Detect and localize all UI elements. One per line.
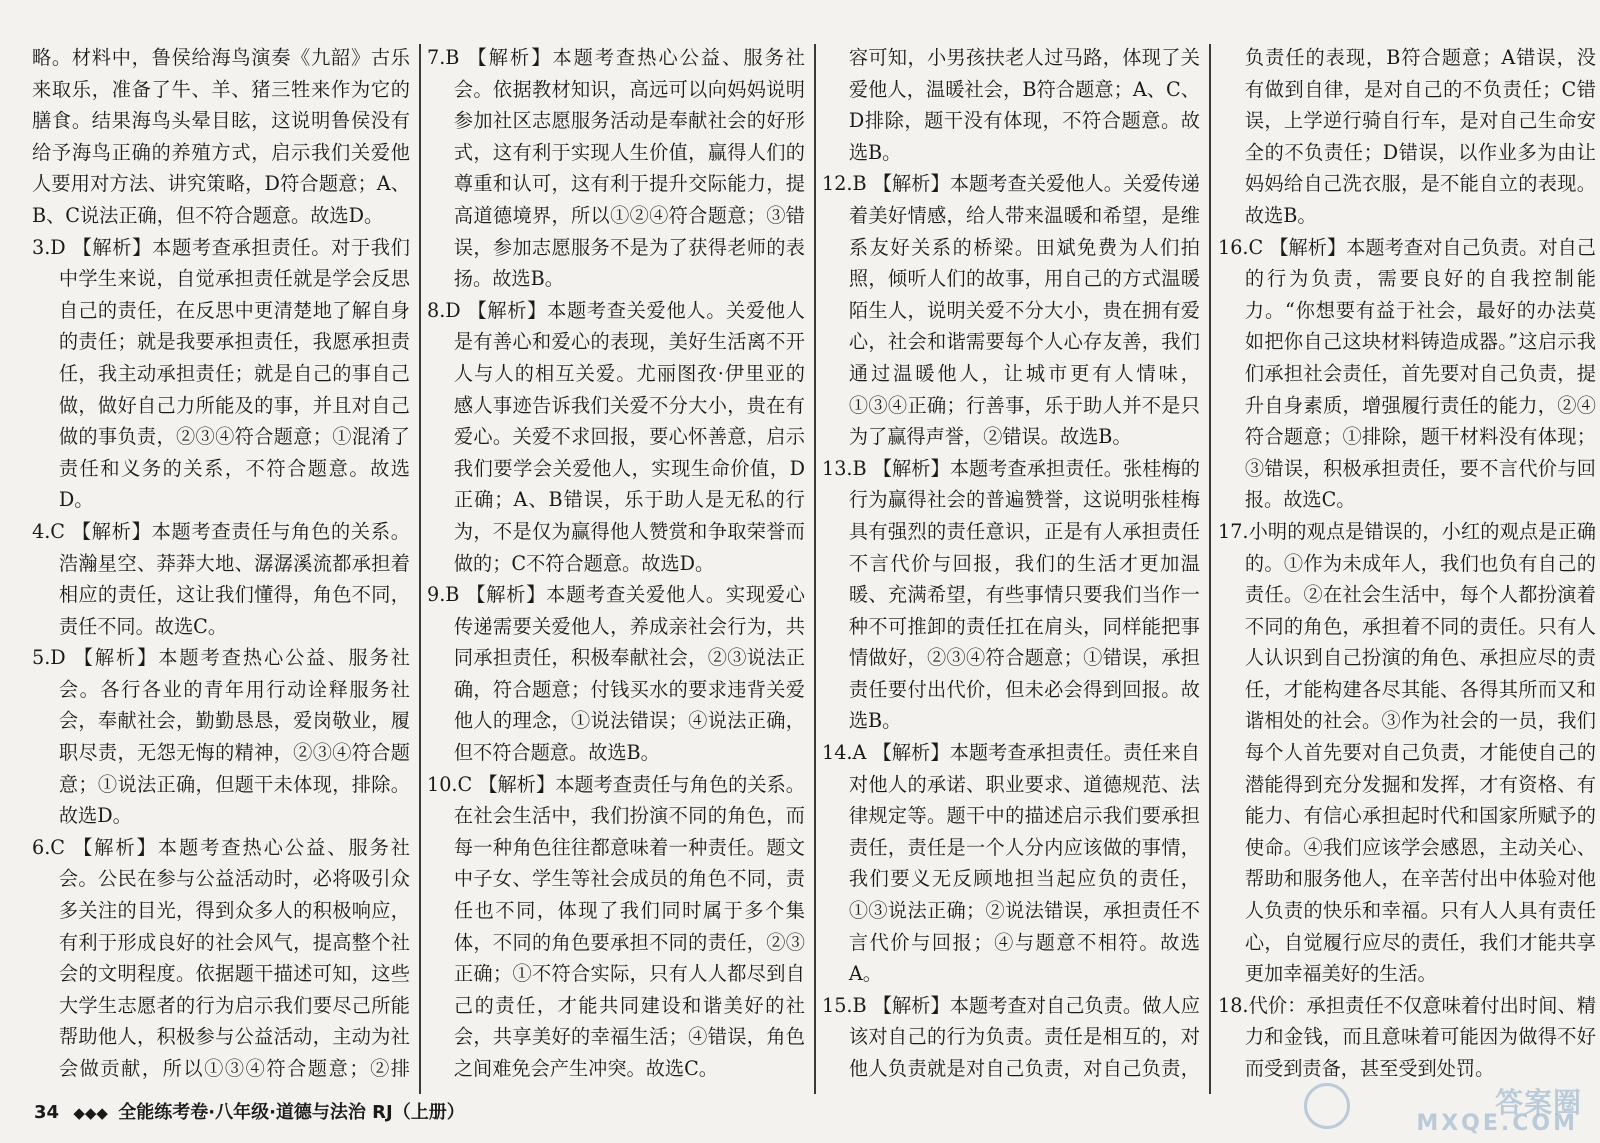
page-footer [34,1098,465,1124]
answer-paragraph: 8.D 【解析】本题考查关爱他人。关爱他人是有善心和爱心的表现，美好生活离不开人与人的相互关爱。尤丽图孜·伊里亚的感人事迹告诉我们关爱不分大小，贵在有爱心。关爱不求回报，要心怀善意，启示我们要学会关爱他人，实现生命价值，D正确；A、B错误，乐于助人是无私的行为，不是仅为赢得他人赞赏和争取荣誉而做的；C不符合题意。故选D。 [427,298,805,575]
answer-paragraph: 容可知，小男孩扶老人过马路，体现了关爱他人，温暖社会，B符合题意；A、C、D排除，题干没有体现，不符合题意。故选B。 [848,46,1200,164]
answer-paragraph: 略。材料中，鲁侯给海鸟演奏《九韶》古乐来取乐，准备了牛、羊、猪三牲来作为它的膳食。结果海鸟头晕目眩，这说明鲁侯没有给予海鸟正确的养殖方式，启示我们关爱他人要用对方法、讲究策略，D符合题意；A、B、C说法正确，但不符合题意。故选D。 [32,46,410,227]
answer-paragraph [427,1085,805,1090]
column-divider [814,44,816,1094]
text-column-3 [822,42,1200,1090]
watermark-logo [1282,1081,1582,1137]
book-title: 全能练考卷·八年级·道德与法治 RJ（上册） [118,1102,465,1123]
answer-paragraph: 负责任的表现，B符合题意；A错误，没有做到自律，是对自己的不负责任；C错误，上学逆行骑自行车，是对自己生命安全的不负责任；D错误，以作业多为由让妈妈给自己洗衣服，是不能自立的表现。故选B。 [1244,46,1596,227]
answer-paragraph: 15.B 【解析】本题考查对自己负责。做人应该对自己的行为负责。责任是相互的，对他人负责就是对自己负责，对自己负责， [822,993,1200,1080]
text-column-1 [32,42,410,1090]
answer-paragraph: 18.代价：承担责任不仅意味着付出时间、精力和金钱，而且意味着可能因为做得不好而受到责备，甚至受到处罚。 [1218,993,1596,1080]
text-column-2 [427,42,805,1090]
answer-paragraph: 10.C 【解析】本题考查责任与角色的关系。在社会生活中，我们扮演不同的角色，而每一种角色往往都意味着一种责任。题文中子女、学生等社会成员的角色不同，责任也不同，体现了我们同时属于多个集体，不同的角色要承担不同的责任，②③正确；①不符合实际，只有人人都尽到自己的责任，才能共同建设和谐美好的社会，共享美好的幸福生活；④错误，角色之间难免会产生冲突。故选C。 [427,772,805,1080]
watermark-circle-icon [1304,1083,1350,1129]
column-divider [1209,44,1211,1094]
page-number: 34 [34,1102,60,1123]
answer-paragraph: 12.B 【解析】本题考查关爱他人。关爱传递着美好情感，给人带来温暖和希望，是维系友好关系的桥梁。田斌免费为人们拍照，倾听人们的故事，用自己的方式温暖陌生人，说明关爱不分大小，贵在拥有爱心，社会和谐需要每个人心存友善，我们通过温暖他人，让城市更有人情味，①③④正确；行善事，乐于助人并不是只为了赢得声誉，②错误。故选B。 [822,172,1200,449]
watermark-main-text: 答案圈 [1494,1086,1582,1119]
column-divider [419,44,421,1094]
watermark-sub-text: MXQE.COM [1416,1111,1578,1136]
answer-paragraph: 3.D 【解析】本题考查承担责任。对于我们中学生来说，自觉承担责任就是学会反思自己的责任，在反思中更清楚地了解自身的责任；就是我要承担责任，我愿承担责任，我主动承担责任；就是自己的事自己做，做好自己力所能及的事，并且对自己做的事负责，②③④符合题意；①混淆了责任和义务的关系，不符合题意。故选D。 [32,235,410,512]
answer-paragraph: 9.B 【解析】本题考查关爱他人。实现爱心传递需要关爱他人，养成亲社会行为，共同承担责任，积极奉献社会，②③说法正确，符合题意；付钱买水的要求违背关爱他人的理念，①说法错误；④说法正确，但不符合题意。故选B。 [427,583,805,765]
answer-paragraph: 13.B 【解析】本题考查承担责任。张桂梅的行为赢得社会的普遍赞誉，这说明张桂梅具有强烈的责任意识，正是有人承担责任不言代价与回报，我们的生活才更加温暖、充满希望，有些事情只要我们当作一种不可推卸的责任扛在肩头，同样能把事情做好，②③④符合题意；①错误，承担责任要付出代价，但未必会得到回报。故选B。 [822,456,1200,733]
answer-paragraph: 5.D 【解析】本题考查热心公益、服务社会。各行各业的青年用行动诠释服务社会，奉献社会，勤勤恳恳，爱岗敬业，履职尽责，无怨无悔的精神，②③④符合题意；①说法正确，但题干未体现，排除。故选D。 [32,646,410,828]
answer-paragraph: 6.C 【解析】本题考查热心公益、服务社会。公民在参与公益活动时，必将吸引众多关注的目光，得到众多人的积极响应，有利于形成良好的社会风气，提高整个社会的文明程度。依据题干描述可知，这些大学生志愿者的行为启示我们要尽己所能帮助他人，积极参与公益活动，主动为社会做贡献，所以①③④符合题意；②排 [32,835,410,1080]
answer-paragraph: 16.C 【解析】本题考查对自己负责。对自己的行为负责，需要良好的自我控制能力。“你想要有益于社会，最好的办法莫如把你自己这块材料铸造成器。”这启示我们承担社会责任，首先要对自己负责，提升自身素质，增强履行责任的能力，②④符合题意；①排除，题干材料没有体现；③错误，积极承担责任，要不言代价与回报。故选C。 [1218,235,1596,512]
answer-paragraph: 14.A 【解析】本题考查承担责任。责任来自对他人的承诺、职业要求、道德规范、法律规定等。题干中的描述启示我们要承担责任，责任是一个人分内应该做的事情，我们要义无反顾地担当起应负的责任，①③说法正确；②说法错误，承担责任不言代价与回报；④与题意不相符。故选A。 [822,741,1200,986]
diamond-icon: ◆◆◆ [73,1104,108,1122]
answer-paragraph: 7.B 【解析】本题考查热心公益、服务社会。依据教材知识，高远可以向妈妈说明参加社区志愿服务活动是奉献社会的好形式，这有利于实现人生价值，赢得人们的尊重和认可，这有利于提升交际能力，提高道德境界，所以①②④符合题意；③错误，参加志愿服务不是为了获得老师的表扬。故选B。 [427,46,805,291]
text-column-4 [1218,42,1596,1090]
answer-paragraph: 17.小明的观点是错误的，小红的观点是正确的。①作为未成年人，我们也负有自己的责任。②在社会生活中，每个人都扮演着不同的角色，承担着不同的责任。只有人人认识到自己扮演的角色、承担应尽的责任，才能构建各尽其能、各得其所而又和谐相处的社会。③作为社会的一员，我们每个人首先要对自己负责，才能使自己的潜能得到充分发掘和发挥，才有资格、有能力、有信心承担起时代和国家所赋予的使命。④我们应该学会感恩，主动关心、帮助和服务他人，在辛苦付出中体验对他人负责的快乐和幸福。只有人人具有责任心，自觉履行应尽的责任，我们才能共享更加幸福美好的生活。 [1218,519,1596,986]
answer-paragraph: 4.C 【解析】本题考查责任与角色的关系。浩瀚星空、莽莽大地、潺潺溪流都承担着相应的责任，这让我们懂得，角色不同，责任不同。故选C。 [32,519,410,638]
